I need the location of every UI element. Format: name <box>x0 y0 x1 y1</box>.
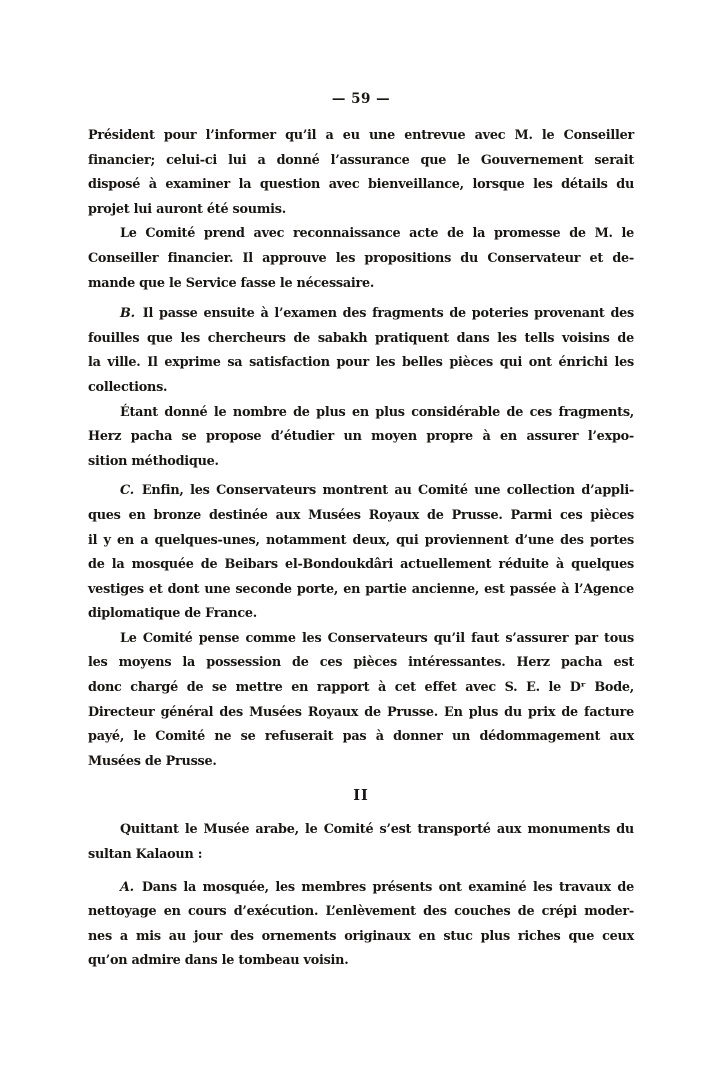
text-line <box>88 479 634 504</box>
text-line: disposé à examiner la question avec bienveillance, lorsque les détails du <box>88 177 634 193</box>
text-column <box>88 86 634 974</box>
text-line: sultan Kalaoun : <box>88 847 203 863</box>
text-line: la ville. Il exprime sa satisfaction pour les belles pièces qui ont énrichi les <box>88 355 634 371</box>
text-line: Musées de Prusse. <box>88 753 217 769</box>
line-text: Dans la mosquée, les membres présents ont examiné les travaux de <box>141 879 634 895</box>
paragraph <box>88 876 634 974</box>
text-line: Étant donné le nombre de plus en plus considérable de ces fragments, <box>120 404 634 420</box>
paragraph <box>88 818 634 867</box>
text-line: Quittant le Musée arabe, le Comité s’est transporté aux monuments du <box>120 822 634 838</box>
text-line: vestiges et dont une seconde porte, en partie ancienne, est passée à l’Agence <box>88 581 634 597</box>
text-line: il y en a quelques-unes, notamment deux, qui proviennent d’une des portes <box>88 532 634 548</box>
text-line: diplomatique de France. <box>88 606 257 622</box>
text-line: projet lui auront été soumis. <box>88 201 286 217</box>
text-line: donc chargé de se mettre en rapport à cet effet avec S. E. le Dʳ Bode, <box>88 680 634 696</box>
line-text: Il passe ensuite à l’examen des fragments de poteries provenant des <box>142 306 634 322</box>
text-line: Président pour l’informer qu’il a eu une entrevue avec M. le Conseiller <box>88 128 634 143</box>
paragraph <box>88 222 634 296</box>
paragraph <box>88 627 634 775</box>
text-line: Conseiller financier. Il approuve les propositions du Conservateur et de- <box>88 250 634 266</box>
item-letter: C. <box>120 483 134 499</box>
text-line: payé, le Comité ne se refuserait pas à donner un dédommagement aux <box>88 729 634 745</box>
section-heading: II <box>353 787 369 805</box>
text-line: nettoyage en cours d’exécution. L’enlèvement des couches de crépi moder- <box>88 904 634 920</box>
text-line: Directeur général des Musées Royaux de Prusse. En plus du prix de facture <box>88 704 634 720</box>
paragraph <box>88 302 634 400</box>
text-line: Le Comité pense comme les Conservateurs qu’il faut s’assurer par tous <box>120 630 634 646</box>
text-line: sition méthodique. <box>88 453 219 469</box>
text-line: les moyens la possession de ces pièces intéressantes. Herz pacha est <box>88 655 634 671</box>
item-letter: A. <box>120 879 134 895</box>
text-line <box>88 302 634 327</box>
text-line: nes a mis au jour des ornements originaux en stuc plus riches que ceux <box>88 928 634 944</box>
text-line <box>88 876 634 901</box>
text-line: fouilles que les chercheurs de sabakh pratiquent dans les tells voisins de <box>88 330 634 346</box>
paragraph <box>88 479 634 627</box>
text-line: Herz pacha se propose d’étudier un moyen propre à en assurer l’expo- <box>88 429 634 445</box>
text-line: collections. <box>88 379 168 395</box>
line-text: Enfin, les Conservateurs montrent au Comité une collection d’appli- <box>141 483 634 499</box>
text-line: qu’on admire dans le tombeau voisin. <box>88 953 349 969</box>
paragraph <box>88 124 634 222</box>
text-line: de la mosquée de Beibars el-Bondoukdâri actuellement réduite à quelques <box>88 557 634 573</box>
text-line: ques en bronze destinée aux Musées Royaux de Prusse. Parmi ces pièces <box>88 507 634 523</box>
item-letter: B. <box>120 306 135 322</box>
text-line: mande que le Service fasse le nécessaire. <box>88 275 375 291</box>
text-line: financier; celui-ci lui a donné l’assurance que le Gouvernement serait <box>88 152 634 168</box>
page-number: — 59 — <box>331 91 391 107</box>
text-line: Le Comité prend avec reconnaissance acte de la promesse de M. le <box>120 226 634 242</box>
paragraph <box>88 401 634 475</box>
